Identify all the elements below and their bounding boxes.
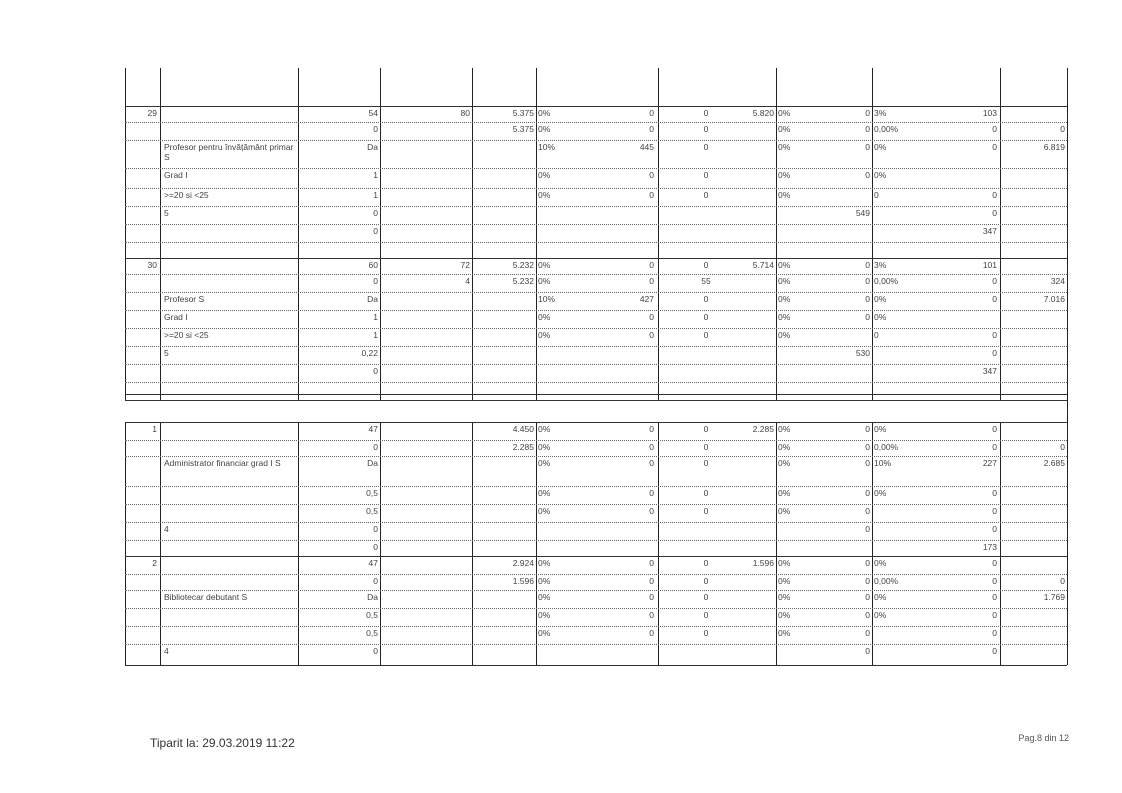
table-cell: 0% bbox=[778, 558, 791, 568]
table-cell: 30 bbox=[147, 260, 157, 270]
table-cell: 2.924 bbox=[512, 558, 534, 568]
table-cell: 0 bbox=[992, 208, 997, 218]
table-cell: 0 bbox=[703, 576, 709, 586]
table-cell: Da bbox=[367, 142, 378, 152]
table-cell: 0 bbox=[373, 208, 378, 218]
table-cell: 0 bbox=[703, 442, 709, 452]
grid-hline bbox=[125, 258, 1067, 259]
table-cell: 0 bbox=[703, 124, 709, 134]
table-cell: 0 bbox=[649, 628, 654, 638]
table-cell: 0% bbox=[874, 558, 887, 568]
table-cell: 0 bbox=[1060, 576, 1065, 586]
table-cell: 0 bbox=[649, 558, 654, 568]
table-cell: 0 bbox=[703, 330, 709, 340]
table-cell: 0,5 bbox=[366, 488, 378, 498]
table-cell: 445 bbox=[639, 142, 654, 152]
grid-hline bbox=[125, 590, 1067, 591]
table-cell: 10% bbox=[874, 458, 892, 468]
table-cell: 0% bbox=[538, 190, 551, 200]
table-cell: 347 bbox=[982, 226, 997, 236]
grid-hline bbox=[125, 106, 1067, 107]
table-cell: 0 bbox=[649, 506, 654, 516]
table-cell: 0 bbox=[649, 442, 654, 452]
table-cell: 0 bbox=[865, 592, 870, 602]
table-cell: 0% bbox=[538, 506, 551, 516]
table-cell: 0 bbox=[865, 558, 870, 568]
table-cell: 0% bbox=[874, 610, 887, 620]
table-cell: 0 bbox=[649, 260, 654, 270]
table-cell: 4 bbox=[465, 276, 470, 286]
table-cell: 0 bbox=[992, 124, 997, 134]
table-cell: 0 bbox=[992, 330, 997, 340]
grid-vline bbox=[536, 422, 537, 665]
table-cell: 54 bbox=[368, 108, 378, 118]
table-cell: 0 bbox=[992, 294, 997, 304]
table-cell: 0 bbox=[649, 610, 654, 620]
grid-hline bbox=[125, 456, 1067, 457]
grid-hline bbox=[125, 522, 1067, 523]
table-cell: 0 bbox=[865, 294, 870, 304]
table-cell: 0,00% bbox=[874, 276, 899, 286]
table-cell: Bibliotecar debutant S bbox=[164, 592, 248, 602]
table-cell: 0 bbox=[703, 506, 709, 516]
table-cell: 0% bbox=[874, 142, 887, 152]
grid-hline bbox=[125, 422, 1067, 423]
table-cell: 0 bbox=[703, 142, 709, 152]
table-cell: 1 bbox=[373, 312, 378, 322]
table-cell: 0 bbox=[865, 610, 870, 620]
grid-vline bbox=[776, 422, 777, 665]
table-cell: 0 bbox=[992, 348, 997, 358]
grid-hline bbox=[125, 608, 1067, 609]
table-cell: 0,00% bbox=[874, 442, 899, 452]
grid-hline bbox=[125, 242, 1067, 243]
table-cell: 0 bbox=[703, 170, 709, 180]
grid-hline bbox=[125, 540, 1067, 541]
table-cell: 0 bbox=[874, 190, 879, 200]
grid-hline bbox=[125, 665, 1067, 666]
table-cell: 324 bbox=[1050, 276, 1065, 286]
table-cell: 0% bbox=[874, 312, 887, 322]
table-cell: 10% bbox=[538, 294, 556, 304]
table-cell: 5 bbox=[164, 348, 169, 358]
table-cell: 0% bbox=[778, 108, 791, 118]
table-cell: 0 bbox=[703, 488, 709, 498]
table-cell: 0% bbox=[874, 294, 887, 304]
table-cell: 0% bbox=[538, 442, 551, 452]
table-cell: 0 bbox=[373, 576, 378, 586]
table-cell: 0 bbox=[992, 610, 997, 620]
table-cell: 0 bbox=[992, 276, 997, 286]
table-cell: 0% bbox=[778, 488, 791, 498]
table-cell: 101 bbox=[982, 260, 997, 270]
table-cell: 0 bbox=[373, 442, 378, 452]
table-cell: 0 bbox=[865, 424, 870, 434]
table-cell: 0% bbox=[538, 330, 551, 340]
table-cell: 1 bbox=[373, 170, 378, 180]
table-cell: 0 bbox=[992, 190, 997, 200]
table-cell: 0 bbox=[1060, 442, 1065, 452]
table-cell: 0 bbox=[649, 458, 654, 468]
table-cell: 347 bbox=[982, 366, 997, 376]
table-cell: 0 bbox=[649, 312, 654, 322]
grid-hline bbox=[125, 504, 1067, 505]
table-cell: 103 bbox=[982, 108, 997, 118]
table-cell: 549 bbox=[855, 208, 870, 218]
table-cell: 0% bbox=[538, 558, 551, 568]
grid-vline bbox=[1000, 422, 1001, 665]
table-cell: 2 bbox=[152, 558, 157, 568]
table-cell: 0 bbox=[992, 506, 997, 516]
table-cell: 6.819 bbox=[1043, 142, 1065, 152]
grid-vline bbox=[380, 422, 381, 665]
grid-hline bbox=[125, 328, 1067, 329]
grid-hline bbox=[125, 574, 1067, 575]
grid-vline bbox=[160, 68, 161, 400]
table-cell: 7.016 bbox=[1043, 294, 1065, 304]
table-cell: 0 bbox=[992, 628, 997, 638]
table-cell: 0% bbox=[538, 124, 551, 134]
grid-hline bbox=[125, 140, 1067, 141]
table-cell: 0 bbox=[992, 592, 997, 602]
table-cell: 3% bbox=[874, 108, 887, 118]
table-cell: 0% bbox=[778, 312, 791, 322]
table-cell: 47 bbox=[368, 424, 378, 434]
table-cell: 0 bbox=[649, 424, 654, 434]
table-cell: 60 bbox=[368, 260, 378, 270]
table-cell: 0 bbox=[865, 276, 870, 286]
table-cell: >=20 si <25 bbox=[164, 330, 209, 340]
table-cell: 1.596 bbox=[752, 558, 774, 568]
table-cell: 0 bbox=[992, 524, 997, 534]
grid-hline bbox=[125, 224, 1067, 225]
table-cell: Grad I bbox=[164, 312, 188, 322]
table-cell: 4 bbox=[164, 524, 169, 534]
grid-hline bbox=[125, 310, 1067, 311]
table-cell: 0% bbox=[538, 592, 551, 602]
table-cell: 0,5 bbox=[366, 628, 378, 638]
table-cell: 0 bbox=[649, 276, 654, 286]
table-cell: 0% bbox=[874, 170, 887, 180]
table-cell: Profesor pentru învățământ primar S bbox=[164, 142, 294, 162]
grid-hline bbox=[125, 206, 1067, 207]
table-cell: 0% bbox=[538, 260, 551, 270]
grid-vline bbox=[872, 68, 873, 400]
table-cell: 0 bbox=[865, 170, 870, 180]
table-cell: 0 bbox=[865, 458, 870, 468]
table-cell: 0 bbox=[865, 312, 870, 322]
table-cell: 0 bbox=[703, 108, 709, 118]
table-cell: 0% bbox=[778, 592, 791, 602]
table-cell: 0 bbox=[992, 142, 997, 152]
table-cell: 0 bbox=[373, 646, 378, 656]
table-cell: 0% bbox=[778, 442, 791, 452]
table-cell: 0 bbox=[703, 260, 709, 270]
table-cell: 0% bbox=[538, 576, 551, 586]
table-cell: 5 bbox=[164, 208, 169, 218]
table-cell: 0% bbox=[778, 628, 791, 638]
table-cell: 0 bbox=[865, 108, 870, 118]
table-cell: 0% bbox=[538, 276, 551, 286]
table-cell: 4 bbox=[164, 646, 169, 656]
page-number: Pag.8 din 12 bbox=[1018, 733, 1069, 743]
table-cell: Administrator financiar grad I S bbox=[164, 458, 281, 468]
grid-hline bbox=[125, 556, 1067, 557]
grid-hline bbox=[125, 382, 1067, 383]
table-cell: 0 bbox=[373, 366, 378, 376]
table-cell: 530 bbox=[855, 348, 870, 358]
table-cell: 0 bbox=[865, 524, 870, 534]
table-cell: 0% bbox=[778, 576, 791, 586]
table-cell: 0 bbox=[703, 610, 709, 620]
table-cell: 0% bbox=[538, 312, 551, 322]
table-cell: 5.232 bbox=[512, 260, 534, 270]
table-cell: 0% bbox=[874, 488, 887, 498]
table-cell: 0 bbox=[865, 442, 870, 452]
table-cell: 0 bbox=[703, 558, 709, 568]
table-cell: 0 bbox=[703, 424, 709, 434]
table-cell: Da bbox=[367, 294, 378, 304]
grid-vline bbox=[536, 68, 537, 400]
table-cell: 0 bbox=[992, 558, 997, 568]
table-cell: Profesor S bbox=[164, 294, 205, 304]
table-cell: 0 bbox=[703, 592, 709, 602]
table-cell: 0% bbox=[778, 330, 791, 340]
table-cell: 0 bbox=[373, 524, 378, 534]
table-cell: 0 bbox=[703, 628, 709, 638]
table-cell: 0% bbox=[778, 424, 791, 434]
table-cell: 0 bbox=[865, 506, 870, 516]
table-cell: Da bbox=[367, 592, 378, 602]
table-cell: 0 bbox=[865, 646, 870, 656]
table-cell: 0 bbox=[865, 576, 870, 586]
table-cell: 80 bbox=[460, 108, 470, 118]
table-cell: 0 bbox=[703, 190, 709, 200]
table-cell: 0% bbox=[778, 506, 791, 516]
table-cell: 3% bbox=[874, 260, 887, 270]
table-cell: 0 bbox=[992, 576, 997, 586]
grid-vline bbox=[658, 422, 659, 665]
table-cell: 5.375 bbox=[512, 108, 534, 118]
table-cell: 2.685 bbox=[1043, 458, 1065, 468]
grid-hline bbox=[125, 400, 1067, 401]
table-cell: 0 bbox=[649, 576, 654, 586]
table-cell: 0% bbox=[538, 170, 551, 180]
grid-hline bbox=[125, 394, 1067, 395]
table-cell: 0 bbox=[649, 488, 654, 498]
table-cell: 0 bbox=[373, 226, 378, 236]
grid-hline bbox=[125, 346, 1067, 347]
table-cell: 5.714 bbox=[752, 260, 774, 270]
table-cell: 0 bbox=[874, 330, 879, 340]
table-cell: 0% bbox=[778, 260, 791, 270]
table-cell: 0 bbox=[373, 124, 378, 134]
grid-vline bbox=[472, 422, 473, 665]
table-cell: 427 bbox=[639, 294, 654, 304]
table-cell: 1.596 bbox=[512, 576, 534, 586]
table-cell: 5.232 bbox=[512, 276, 534, 286]
table-cell: 1 bbox=[373, 330, 378, 340]
table-cell: 0,00% bbox=[874, 124, 899, 134]
grid-vline bbox=[872, 422, 873, 665]
table-cell: 2.285 bbox=[512, 442, 534, 452]
grid-hline bbox=[125, 292, 1067, 293]
table-cell: 1 bbox=[152, 424, 157, 434]
table-cell: 5.375 bbox=[512, 124, 534, 134]
table-cell: 1 bbox=[373, 190, 378, 200]
table-cell: 0 bbox=[992, 646, 997, 656]
table-cell: 0,5 bbox=[366, 506, 378, 516]
grid-hline bbox=[125, 122, 1067, 123]
table-cell: 0 bbox=[373, 542, 378, 552]
table-cell: 0 bbox=[1060, 124, 1065, 134]
table-cell: 0 bbox=[649, 108, 654, 118]
grid-hline bbox=[125, 188, 1067, 189]
table-cell: 0,5 bbox=[366, 610, 378, 620]
table-cell: 0 bbox=[865, 124, 870, 134]
table-cell: 0 bbox=[649, 170, 654, 180]
table-cell: 0% bbox=[778, 142, 791, 152]
table-cell: 0% bbox=[778, 124, 791, 134]
table-cell: 0 bbox=[703, 294, 709, 304]
table-cell: 0% bbox=[778, 276, 791, 286]
table-cell: 0% bbox=[778, 170, 791, 180]
table-cell: 2.285 bbox=[752, 424, 774, 434]
table-cell: 72 bbox=[460, 260, 470, 270]
grid-vline bbox=[658, 68, 659, 400]
table-cell: 0% bbox=[778, 610, 791, 620]
grid-vline bbox=[1000, 68, 1001, 400]
grid-hline bbox=[125, 644, 1067, 645]
grid-vline bbox=[125, 422, 126, 665]
table-cell: 0 bbox=[373, 276, 378, 286]
print-timestamp: Tiparit la: 29.03.2019 11:22 bbox=[150, 736, 295, 750]
table-cell: 0 bbox=[992, 424, 997, 434]
table-cell: 55 bbox=[701, 276, 711, 286]
table-cell: 0 bbox=[649, 190, 654, 200]
table-cell: 0 bbox=[649, 124, 654, 134]
grid-hline bbox=[125, 364, 1067, 365]
table-cell: 0% bbox=[538, 108, 551, 118]
grid-hline bbox=[125, 626, 1067, 627]
grid-hline bbox=[125, 274, 1067, 275]
table-cell: 0 bbox=[865, 260, 870, 270]
grid-vline bbox=[1067, 68, 1068, 665]
grid-vline bbox=[776, 68, 777, 400]
table-cell: 0 bbox=[703, 312, 709, 322]
table-cell: >=20 si <25 bbox=[164, 190, 209, 200]
table-cell: 0% bbox=[538, 488, 551, 498]
grid-vline bbox=[160, 422, 161, 665]
table-cell: 0 bbox=[649, 592, 654, 602]
table-cell: 0% bbox=[538, 458, 551, 468]
table-cell: 0 bbox=[865, 628, 870, 638]
table-cell: 0 bbox=[865, 142, 870, 152]
table-cell: 5.820 bbox=[752, 108, 774, 118]
table-cell: 227 bbox=[982, 458, 997, 468]
table-cell: 0% bbox=[538, 424, 551, 434]
table-cell: 0% bbox=[874, 592, 887, 602]
table-cell: 0 bbox=[703, 458, 709, 468]
table-cell: 0 bbox=[865, 488, 870, 498]
table-cell: 0 bbox=[992, 442, 997, 452]
grid-hline bbox=[125, 168, 1067, 169]
table-cell: 1.769 bbox=[1043, 592, 1065, 602]
table-cell: 0% bbox=[874, 424, 887, 434]
table-cell: 0,00% bbox=[874, 576, 899, 586]
table-cell: 0 bbox=[649, 330, 654, 340]
table-cell: 0% bbox=[538, 628, 551, 638]
table-cell: Grad I bbox=[164, 170, 188, 180]
grid-hline bbox=[125, 486, 1067, 487]
table-cell: Da bbox=[367, 458, 378, 468]
table-cell: 0% bbox=[778, 294, 791, 304]
table-cell: 0% bbox=[778, 458, 791, 468]
table-cell: 0 bbox=[992, 488, 997, 498]
table-cell: 10% bbox=[538, 142, 556, 152]
table-cell: 4.450 bbox=[512, 424, 534, 434]
table-cell: 0% bbox=[778, 190, 791, 200]
grid-hline bbox=[125, 440, 1067, 441]
table-cell: 173 bbox=[982, 542, 997, 552]
table-cell: 0,22 bbox=[361, 348, 378, 358]
table-cell: 0% bbox=[538, 610, 551, 620]
table-cell: 29 bbox=[147, 108, 157, 118]
table-cell: 47 bbox=[368, 558, 378, 568]
